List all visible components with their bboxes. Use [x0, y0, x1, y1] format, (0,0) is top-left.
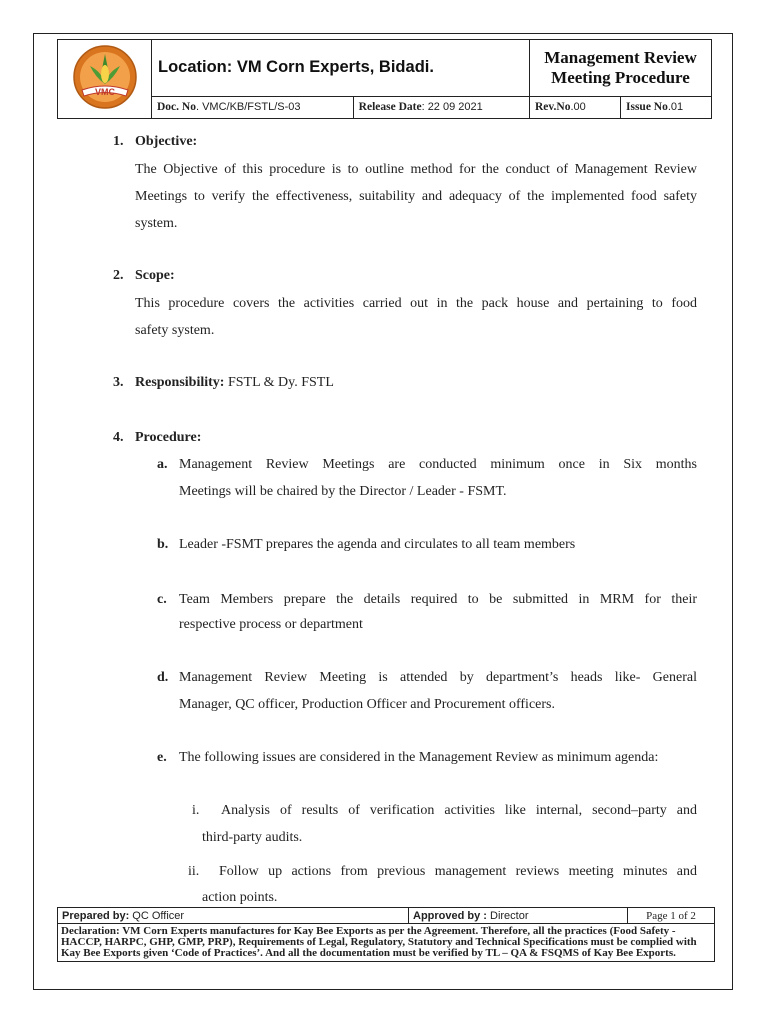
procedure-item-a-line: Management Review Meetings are conducted minimum once in Six months: [179, 457, 697, 472]
procedure-item-c-line: respective process or department: [179, 617, 363, 632]
section-heading-responsibility: Responsibility:: [135, 375, 225, 390]
item-label: d.: [157, 670, 169, 685]
item-label: e.: [157, 750, 167, 765]
page-number: Page 1 of 2: [628, 908, 715, 924]
procedure-item-a-line: Meetings will be chaired by the Director / Leader - FSMT.: [179, 484, 507, 499]
objective-line: The Objective of this procedure is to outline method for the conduct of Management Review: [135, 162, 697, 177]
document-footer: [57, 907, 715, 962]
objective-line: system.: [135, 216, 178, 231]
subitem-i-line: third-party audits.: [202, 830, 303, 845]
responsibility-line: Responsibility: FSTL & Dy. FSTL: [135, 375, 334, 390]
document-header: [57, 39, 712, 119]
issue-number: Issue No.01: [621, 96, 712, 118]
procedure-item-c-line: Team Members prepare the details required to be submitted in MRM for their: [179, 592, 697, 607]
prepared-by: Prepared by: QC Officer: [58, 908, 409, 924]
declaration-text: Declaration: VM Corn Experts manufactures for Kay Bee Exports as per the Agreement. Therefore, all the practices (Food Safety - HACCP, HARPC, GHP, GMP, PRP), Requirements of Legal, Regulatory, Statutory and Technical Specifications must be complied with Kay Bee Exports given ‘Code of Practices’. And all the documentation must be verified by TL – QA & FSQMS of Kay Bee Exports.: [58, 924, 715, 962]
vmc-logo-icon: [72, 44, 138, 110]
scope-line: safety system.: [135, 323, 215, 338]
rev-number: Rev.No.00: [530, 96, 621, 118]
location-title: Location: VM Corn Experts, Bidadi.: [152, 40, 530, 97]
objective-line: Meetings to verify the effectiveness, suitability and adequacy of the implemented food safety: [135, 189, 697, 204]
item-label: b.: [157, 537, 169, 552]
procedure-item-b-line: Leader -FSMT prepares the agenda and circulates to all team members: [179, 537, 576, 552]
item-label: c.: [157, 592, 167, 607]
subitem-ii-line: action points.: [202, 890, 278, 905]
procedure-item-e-line: The following issues are considered in the Management Review as minimum agenda:: [179, 750, 659, 765]
item-label: a.: [157, 457, 168, 472]
section-heading-scope: Scope:: [135, 268, 175, 283]
section-number: 4.: [113, 430, 124, 445]
section-heading-procedure: Procedure:: [135, 430, 202, 445]
procedure-item-d-line: Management Review Meeting is attended by department’s heads like- General: [179, 670, 697, 685]
procedure-item-d-line: Manager, QC officer, Production Officer and Procurement officers.: [179, 697, 555, 712]
section-number: 2.: [113, 268, 124, 283]
scope-line: This procedure covers the activities carried out in the pack house and pertaining to food: [135, 296, 697, 311]
logo-cell: [58, 40, 152, 119]
approved-by: Approved by : Director: [409, 908, 628, 924]
section-number: 3.: [113, 375, 124, 390]
subitem-label: ii.: [188, 864, 200, 879]
release-date: Release Date: 22 09 2021: [353, 96, 529, 118]
section-heading-objective: Objective:: [135, 134, 198, 149]
subitem-i-line: Analysis of results of verification activities like internal, second–party and: [221, 803, 697, 818]
section-number: 1.: [113, 134, 124, 149]
subitem-ii-line: Follow up actions from previous management reviews meeting minutes and: [219, 864, 697, 879]
svg-text:VMC: VMC: [94, 86, 115, 97]
document-title: Management Review Meeting Procedure: [530, 40, 712, 97]
subitem-label: i.: [192, 803, 200, 818]
doc-number: Doc. No. VMC/KB/FSTL/S-03: [152, 96, 354, 118]
